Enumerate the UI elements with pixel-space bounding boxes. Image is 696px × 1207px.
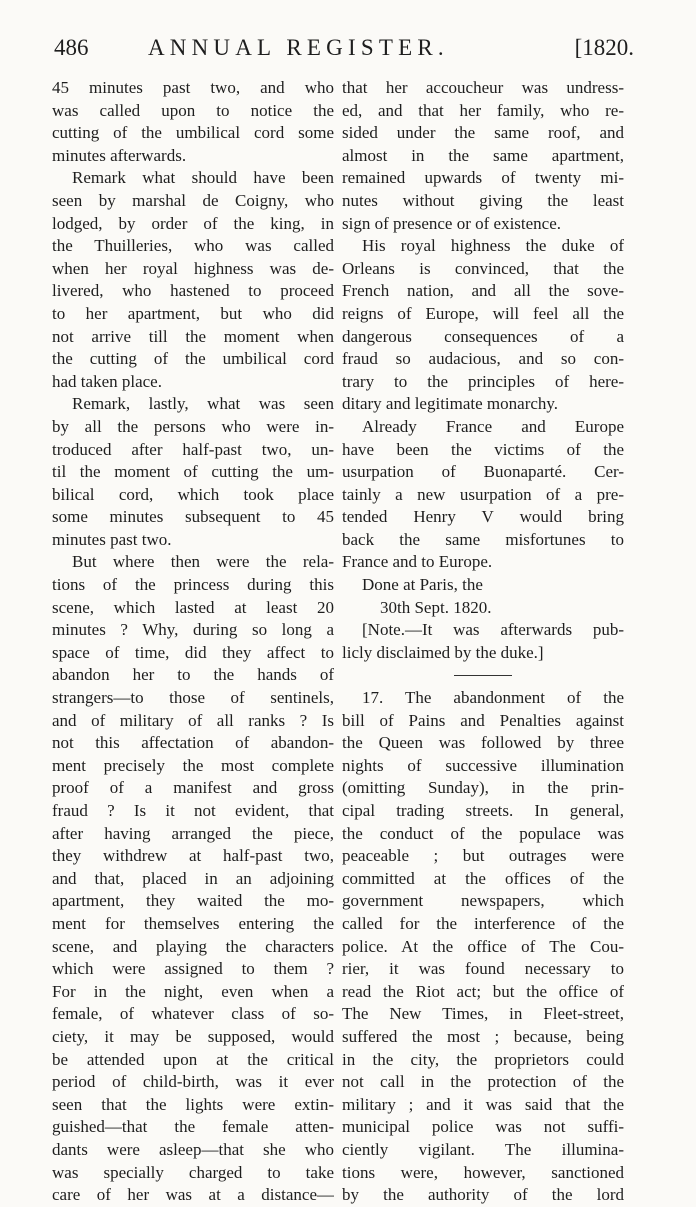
text-line: strangers—to those of sentinels,	[52, 688, 334, 708]
text-line: proof of a manifest and gross	[52, 778, 334, 798]
text-line: by all the persons who were in-	[52, 416, 334, 436]
text-line: ciety, it may be supposed, would	[52, 1026, 334, 1046]
text-line: the cutting of the umbilical cord	[52, 349, 334, 369]
text-line: cutting of the umbilical cord some	[52, 123, 334, 143]
text-line: sided under the same roof, and	[342, 123, 624, 143]
text-line: France and to Europe.	[342, 552, 493, 572]
text-line: had taken place.	[52, 371, 162, 391]
text-line: government newspapers, which	[342, 891, 624, 911]
text-line: when her royal highness was de-	[52, 258, 334, 278]
text-line: space of time, did they affect to	[52, 642, 334, 662]
text-line: But where then were the rela-	[72, 552, 334, 572]
text-line: cipal trading streets. In general,	[342, 801, 624, 820]
text-line: suffered the most ; because, being	[342, 1026, 624, 1046]
text-line: usurpation of Buonaparté. Cer-	[342, 462, 624, 482]
text-line: the conduct of the populace was	[342, 823, 624, 843]
text-line: seen by marshal de Coigny, who	[52, 190, 334, 210]
year-bracket: [1820.	[574, 35, 634, 60]
text-line: ed, and that her family, who re-	[342, 100, 624, 120]
text-line: 30th Sept. 1820.	[380, 597, 492, 617]
page-header	[54, 28, 634, 68]
text-line: they withdrew at half-past two,	[52, 846, 334, 866]
text-line: til the moment of cutting the um-	[52, 462, 334, 482]
text-line: police. At the office of The Cou-	[342, 936, 624, 956]
text-line: His royal highness the duke of	[362, 236, 624, 256]
text-line: ment for themselves entering the	[52, 913, 334, 933]
text-line: and that, placed in an adjoining	[52, 868, 334, 888]
text-line: bilical cord, which took place	[52, 484, 334, 504]
text-line: remained upwards of twenty mi-	[342, 168, 624, 188]
text-line: minutes ? Why, during so long a	[52, 620, 334, 640]
text-line: be attended upon at the critical	[52, 1049, 334, 1069]
text-line: the Queen was followed by three	[342, 733, 624, 753]
text-line: called for the interference of the	[342, 913, 624, 933]
text-line: which were assigned to them ?	[52, 959, 334, 979]
text-line: livered, who hastened to proceed	[52, 281, 334, 301]
text-line: trary to the principles of here-	[342, 371, 624, 391]
text-line: minutes afterwards.	[52, 145, 187, 165]
text-line: 45 minutes past two, and who	[52, 78, 334, 97]
text-line: French nation, and all the sove-	[342, 281, 624, 301]
text-line: period of child-birth, was it ever	[52, 1072, 334, 1092]
left-column	[52, 77, 334, 1207]
text-line: read the Riot act; but the office of	[342, 981, 624, 1001]
text-line: the Thuilleries, who was called	[52, 236, 334, 256]
page-number: 486	[54, 35, 89, 60]
text-line: nights of successive illumination	[342, 755, 624, 775]
text-line: fraud so audacious, and so con-	[342, 349, 624, 369]
text-line: military ; and it was said that the	[342, 1094, 624, 1114]
text-line: troduced after half-past two, un-	[52, 439, 334, 459]
text-line: fraud ? Is it not evident, that	[52, 801, 334, 820]
text-line: that her accoucheur was undress-	[342, 78, 624, 97]
text-line: ment precisely the most complete	[52, 755, 334, 775]
text-line: [Note.—It was afterwards pub-	[362, 620, 624, 640]
text-line: was specially charged to take	[52, 1162, 334, 1182]
text-line: ciently vigilant. The illumina-	[342, 1139, 624, 1159]
text-line: back the same misfortunes to	[342, 529, 624, 549]
text-line: almost in the same apartment,	[342, 145, 624, 165]
text-line: The New Times, in Fleet-street,	[342, 1004, 624, 1024]
text-line: not this affectation of abandon-	[52, 733, 334, 753]
text-line: was called upon to notice the	[52, 100, 334, 120]
text-line: Remark, lastly, what was seen	[72, 394, 334, 414]
text-line: and of military of all ranks ? Is	[52, 710, 334, 730]
text-line: For in the night, even when a	[52, 981, 334, 1001]
text-line: scene, which lasted at least 20	[52, 597, 334, 617]
text-line: abandon her to the hands of	[52, 665, 334, 685]
text-line: to her apartment, but who did	[52, 303, 334, 323]
text-line: female, of whatever class of so-	[52, 1004, 334, 1024]
running-title: ANNUAL REGISTER.	[148, 35, 449, 60]
text-line: rier, it was found necessary to	[342, 959, 624, 979]
text-line: reigns of Europe, will feel all the	[342, 303, 624, 323]
text-line: not arrive till the moment when	[52, 326, 334, 346]
text-line: apartment, they waited the mo-	[52, 891, 334, 911]
text-line: after having arranged the piece,	[52, 823, 334, 843]
text-line: care of her was at a distance—	[52, 1185, 334, 1205]
text-line: committed at the offices of the	[342, 868, 624, 888]
text-line: by the authority of the lord	[342, 1185, 624, 1205]
text-line: municipal police was not suffi-	[342, 1117, 624, 1137]
text-line: guished—that the female atten-	[52, 1117, 334, 1137]
text-line: peaceable ; but outrages were	[342, 846, 624, 866]
text-line: in the city, the proprietors could	[342, 1049, 624, 1069]
text-line: minutes past two.	[52, 529, 172, 549]
text-line: not call in the protection of the	[342, 1072, 624, 1092]
text-line: (omitting Sunday), in the prin-	[342, 778, 624, 798]
text-line: tions were, however, sanctioned	[342, 1162, 624, 1182]
text-line: dants were asleep—that she who	[52, 1139, 334, 1159]
text-line: bill of Pains and Penalties against	[342, 710, 624, 730]
text-line: lodged, by order of the king, in	[52, 213, 334, 233]
text-line: nutes without giving the least	[342, 190, 624, 210]
text-line: scene, and playing the characters	[52, 936, 334, 956]
text-line: some minutes subsequent to 45	[52, 507, 334, 527]
text-line: tions of the princess during this	[52, 575, 334, 595]
text-line: licly disclaimed by the duke.]	[342, 642, 544, 662]
text-line: Remark what should have been	[72, 168, 334, 188]
text-line: tainly a new usurpation of a pre-	[342, 484, 624, 504]
text-line: 17. The abandonment of the	[362, 688, 624, 708]
right-column	[342, 77, 624, 1207]
text-line: Orleans is convinced, that the	[342, 258, 624, 278]
text-line: dangerous consequences of a	[342, 326, 624, 346]
text-line: have been the victims of the	[342, 439, 624, 459]
text-line: seen that the lights were extin-	[52, 1094, 334, 1114]
text-line: Already France and Europe	[362, 416, 624, 436]
text-line: tended Henry V would bring	[342, 507, 624, 527]
text-line: sign of presence or of existence.	[342, 213, 562, 233]
text-line: ditary and legitimate monarchy.	[342, 394, 559, 414]
section-divider	[342, 664, 624, 687]
text-line: Done at Paris, the	[362, 575, 483, 595]
